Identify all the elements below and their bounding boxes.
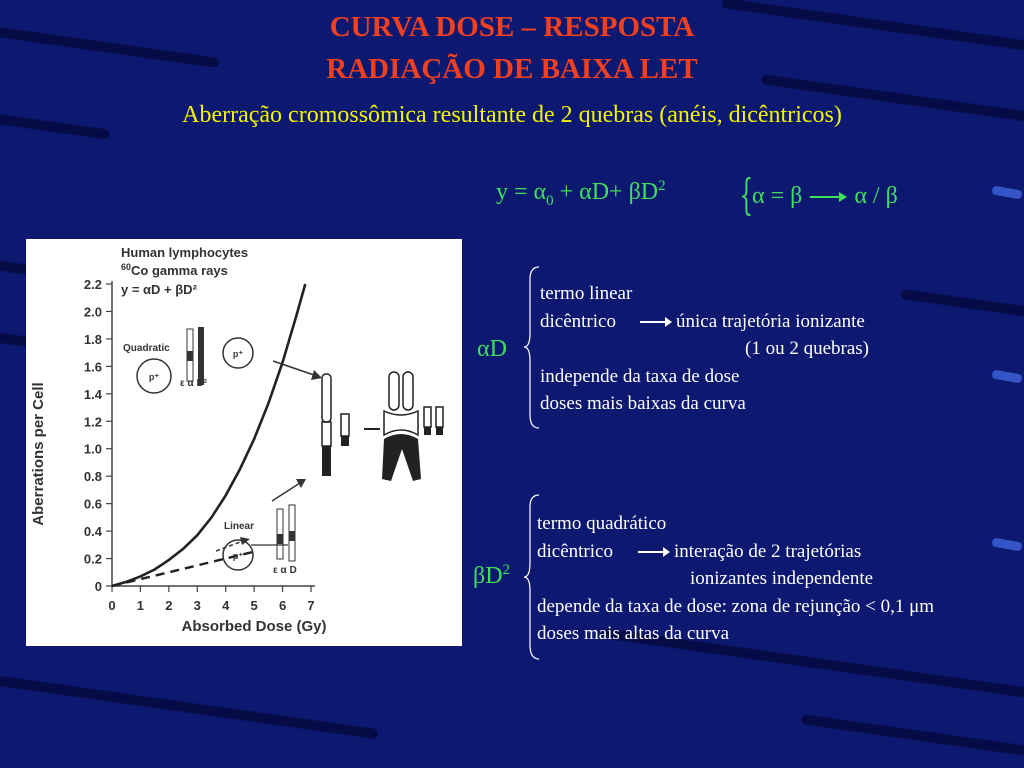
alphaD-description: termo linear dicêntrico única trajetória ionizante (1 ou 2 quebras) independe da taxa de dose doses mais baixas da curva xyxy=(540,283,869,414)
slide-title-line2: RADIAÇÃO DE BAIXA LET xyxy=(326,53,698,85)
y-tick-label: 1.6 xyxy=(83,359,102,375)
quadratic-label: Quadratic xyxy=(123,343,170,354)
ion-label-3: p⁺ xyxy=(232,551,244,561)
y-tick-label: 0.4 xyxy=(83,524,102,540)
legend-line1: Human lymphocytes xyxy=(121,245,249,260)
y-tick-label: 2.0 xyxy=(83,304,102,320)
alphaD-arrow-icon xyxy=(640,321,668,323)
quadratic-inset xyxy=(123,327,322,393)
slide-title-line1: CURVA DOSE – RESPOSTA xyxy=(329,11,695,43)
ion-label-1: p⁺ xyxy=(148,372,160,382)
y-tick-label: 0 xyxy=(94,579,102,594)
y-tick-label: 0.8 xyxy=(83,469,102,485)
linear-annotation: ε α D xyxy=(273,565,297,576)
legend-line2: $^{60}$Co gamma rays xyxy=(121,262,228,278)
x-tick-label: 3 xyxy=(193,598,201,613)
formula-brace: { xyxy=(739,170,754,219)
x-tick-label: 5 xyxy=(250,598,258,613)
alphaD-brace xyxy=(522,265,542,430)
x-tick-label: 1 xyxy=(136,598,145,613)
dose-response-figure xyxy=(26,239,462,646)
y-tick-label: 1.4 xyxy=(83,386,102,402)
dose-response-curve xyxy=(112,284,305,586)
betaD2-description: termo quadrático dicêntrico interação de 2 trajetórias ionizantes independente depende da taxa de dose: zona de rejunção < 0,1 μm doses mais altas da curva xyxy=(537,513,935,644)
dose-response-chart xyxy=(26,239,462,646)
alpha-beta-relation: α = β α / β xyxy=(752,183,898,209)
y-tick-label: 0.2 xyxy=(83,551,102,567)
slide-subtitle: Aberração cromossômica resultante de 2 quebras (anéis, dicêntricos) xyxy=(182,102,842,128)
dose-response-formula: $y = \alpha_0 + \alpha D+ \beta D^2$ xyxy=(496,178,666,209)
betaD2-arrow-icon xyxy=(638,551,666,553)
x-tick-label: 7 xyxy=(307,598,315,613)
x-tick-label: 2 xyxy=(165,598,173,613)
linear-inset xyxy=(216,479,306,576)
chart-series xyxy=(112,284,305,586)
chart-axes xyxy=(112,281,315,586)
linear-label: Linear xyxy=(224,521,255,532)
betaD2-symbol: $\beta D^2$ xyxy=(473,562,511,589)
legend-line3: y = αD + βD² xyxy=(121,282,197,297)
x-tick-label: 0 xyxy=(108,598,116,613)
ion-label-2: p⁺ xyxy=(232,349,244,359)
x-axis-label: Absorbed Dose (Gy) xyxy=(181,618,327,635)
relation-arrow-icon xyxy=(808,190,848,204)
y-axis-label: Aberrations per Cell xyxy=(30,382,47,526)
chromosome-diagram xyxy=(322,372,443,481)
y-tick-label: 0.6 xyxy=(83,496,102,512)
alphaD-symbol: αD xyxy=(477,336,507,362)
y-tick-label: 1.0 xyxy=(83,441,102,457)
quadratic-annotation: ε α D² xyxy=(180,378,208,389)
x-tick-label: 6 xyxy=(278,598,287,613)
y-tick-label: 1.8 xyxy=(83,331,102,347)
y-tick-label: 1.2 xyxy=(83,414,102,430)
x-tick-label: 4 xyxy=(222,598,230,613)
y-tick-label: 2.2 xyxy=(83,277,102,292)
